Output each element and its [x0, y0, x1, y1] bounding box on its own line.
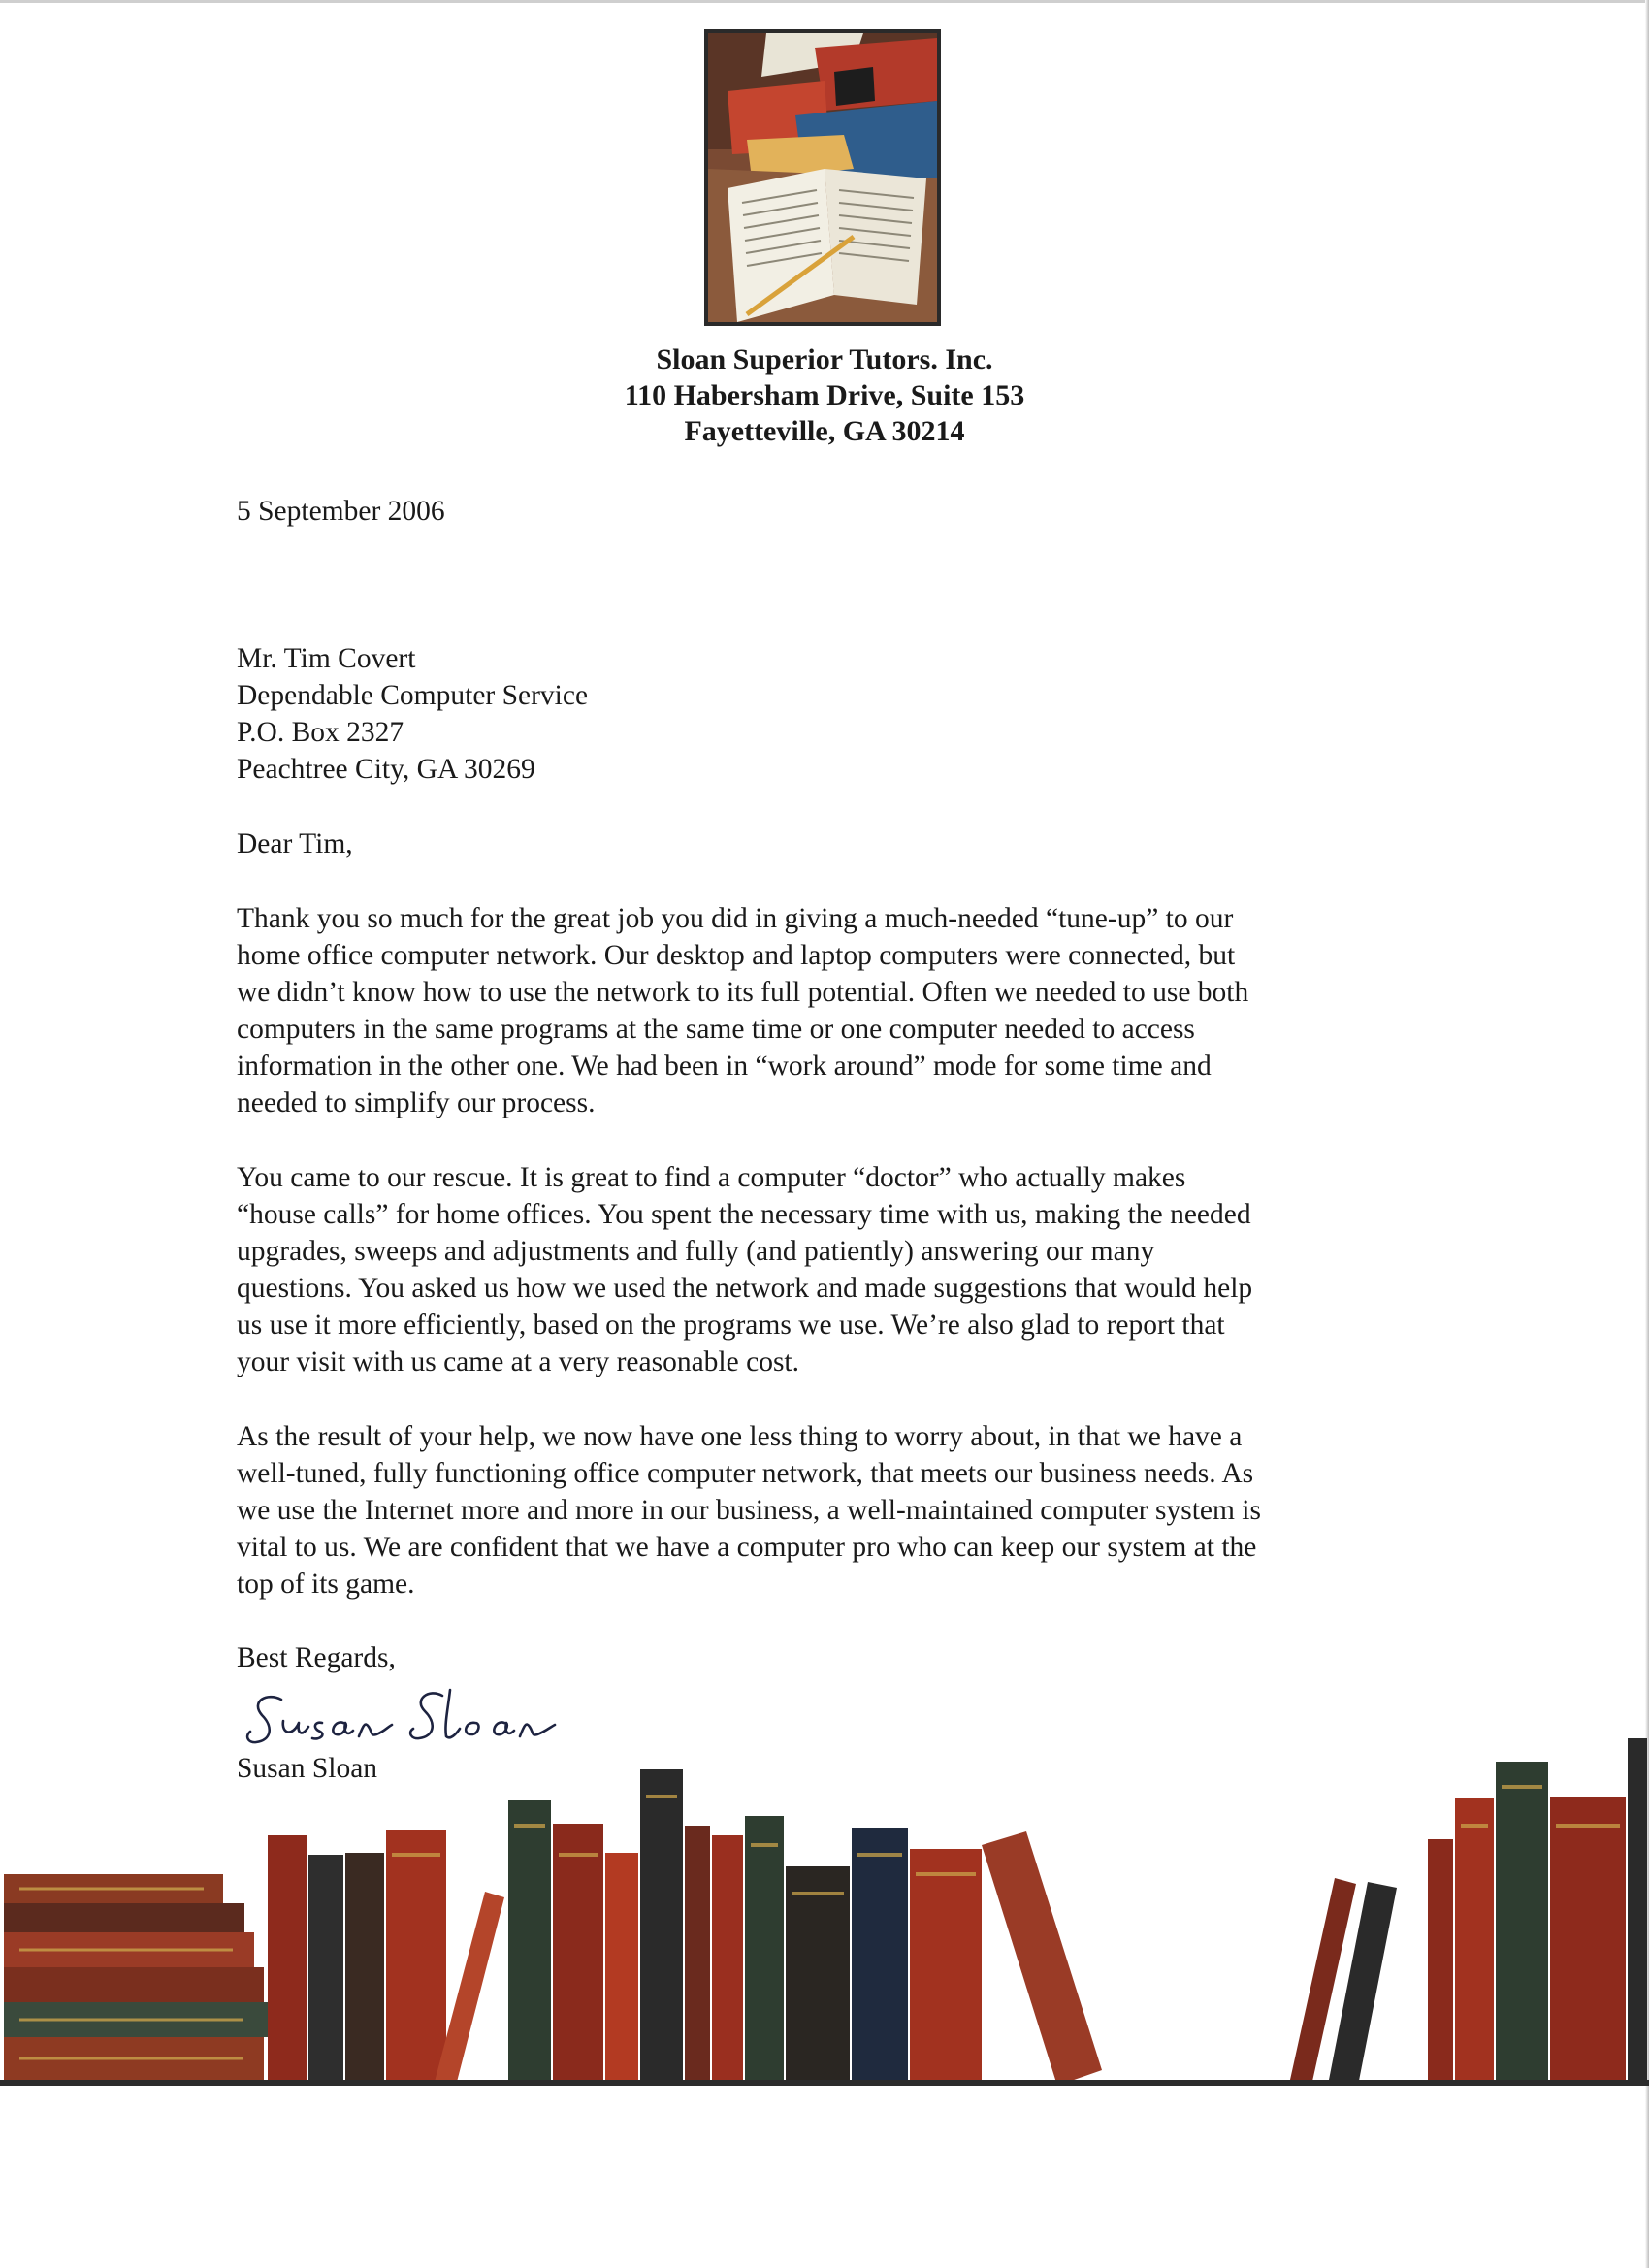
paragraph-line: vital to us. We are confident that we have a computer pro who can keep our system at the: [237, 1532, 1257, 1563]
salutation: Dear Tim,: [237, 828, 353, 859]
scan-edge-top: [0, 0, 1649, 3]
company-name: Sloan Superior Tutors. Inc.: [656, 343, 993, 375]
paragraph-line: information in the other one. We had been in “work around” mode for some time and: [237, 1051, 1212, 1082]
recipient-city: Peachtree City, GA 30269: [237, 754, 535, 785]
company-street: 110 Habersham Drive, Suite 153: [624, 379, 1025, 411]
paragraph: [237, 1418, 1430, 1603]
paragraph-line: You came to our rescue. It is great to find a computer “doctor” who actually makes: [237, 1162, 1186, 1193]
paragraph-line: needed to simplify our process.: [237, 1087, 596, 1118]
paragraph: [237, 900, 1430, 1121]
paragraph-line: “house calls” for home offices. You spent the necessary time with us, making the needed: [237, 1199, 1251, 1230]
open-book-photo-icon: [704, 29, 941, 326]
paragraph-line: computers in the same programs at the same time or one computer needed to access: [237, 1014, 1195, 1045]
paragraph-line: top of its game.: [237, 1569, 415, 1600]
recipient-address: [237, 640, 1430, 788]
letter-date: 5 September 2006: [237, 496, 445, 527]
bookshelf-illustration-icon: [0, 1707, 1649, 2115]
paragraph: [237, 1159, 1430, 1380]
recipient-po-box: P.O. Box 2327: [237, 717, 404, 748]
recipient-company: Dependable Computer Service: [237, 680, 589, 711]
paragraph-line: home office computer network. Our desktop and laptop computers were connected, but: [237, 940, 1236, 971]
recipient-name: Mr. Tim Covert: [237, 643, 416, 674]
paragraph-line: we use the Internet more and more in our business, a well-maintained computer system is: [237, 1495, 1261, 1526]
paragraph-line: well-tuned, fully functioning office computer network, that meets our business needs. As: [237, 1458, 1254, 1489]
paragraph-line: us use it more efficiently, based on the programs we use. We’re also glad to report that: [237, 1310, 1225, 1341]
paragraph-line: your visit with us came at a very reasonable cost.: [237, 1346, 799, 1377]
paragraph-line: questions. You asked us how we used the network and made suggestions that would help: [237, 1273, 1253, 1304]
letterhead: [0, 341, 1649, 449]
paragraph-line: Thank you so much for the great job you did in giving a much-needed “tune-up” to our: [237, 903, 1234, 934]
company-city: Fayetteville, GA 30214: [684, 415, 965, 447]
paragraph-line: we didn’t know how to use the network to its full potential. Often we needed to use both: [237, 977, 1249, 1008]
signer-name: Susan Sloan: [237, 1753, 378, 1784]
paragraph-line: upgrades, sweeps and adjustments and fully (and patiently) answering our many: [237, 1236, 1155, 1267]
paragraph-line: As the result of your help, we now have one less thing to worry about, in that we have a: [237, 1421, 1243, 1452]
closing: Best Regards,: [237, 1642, 396, 1673]
